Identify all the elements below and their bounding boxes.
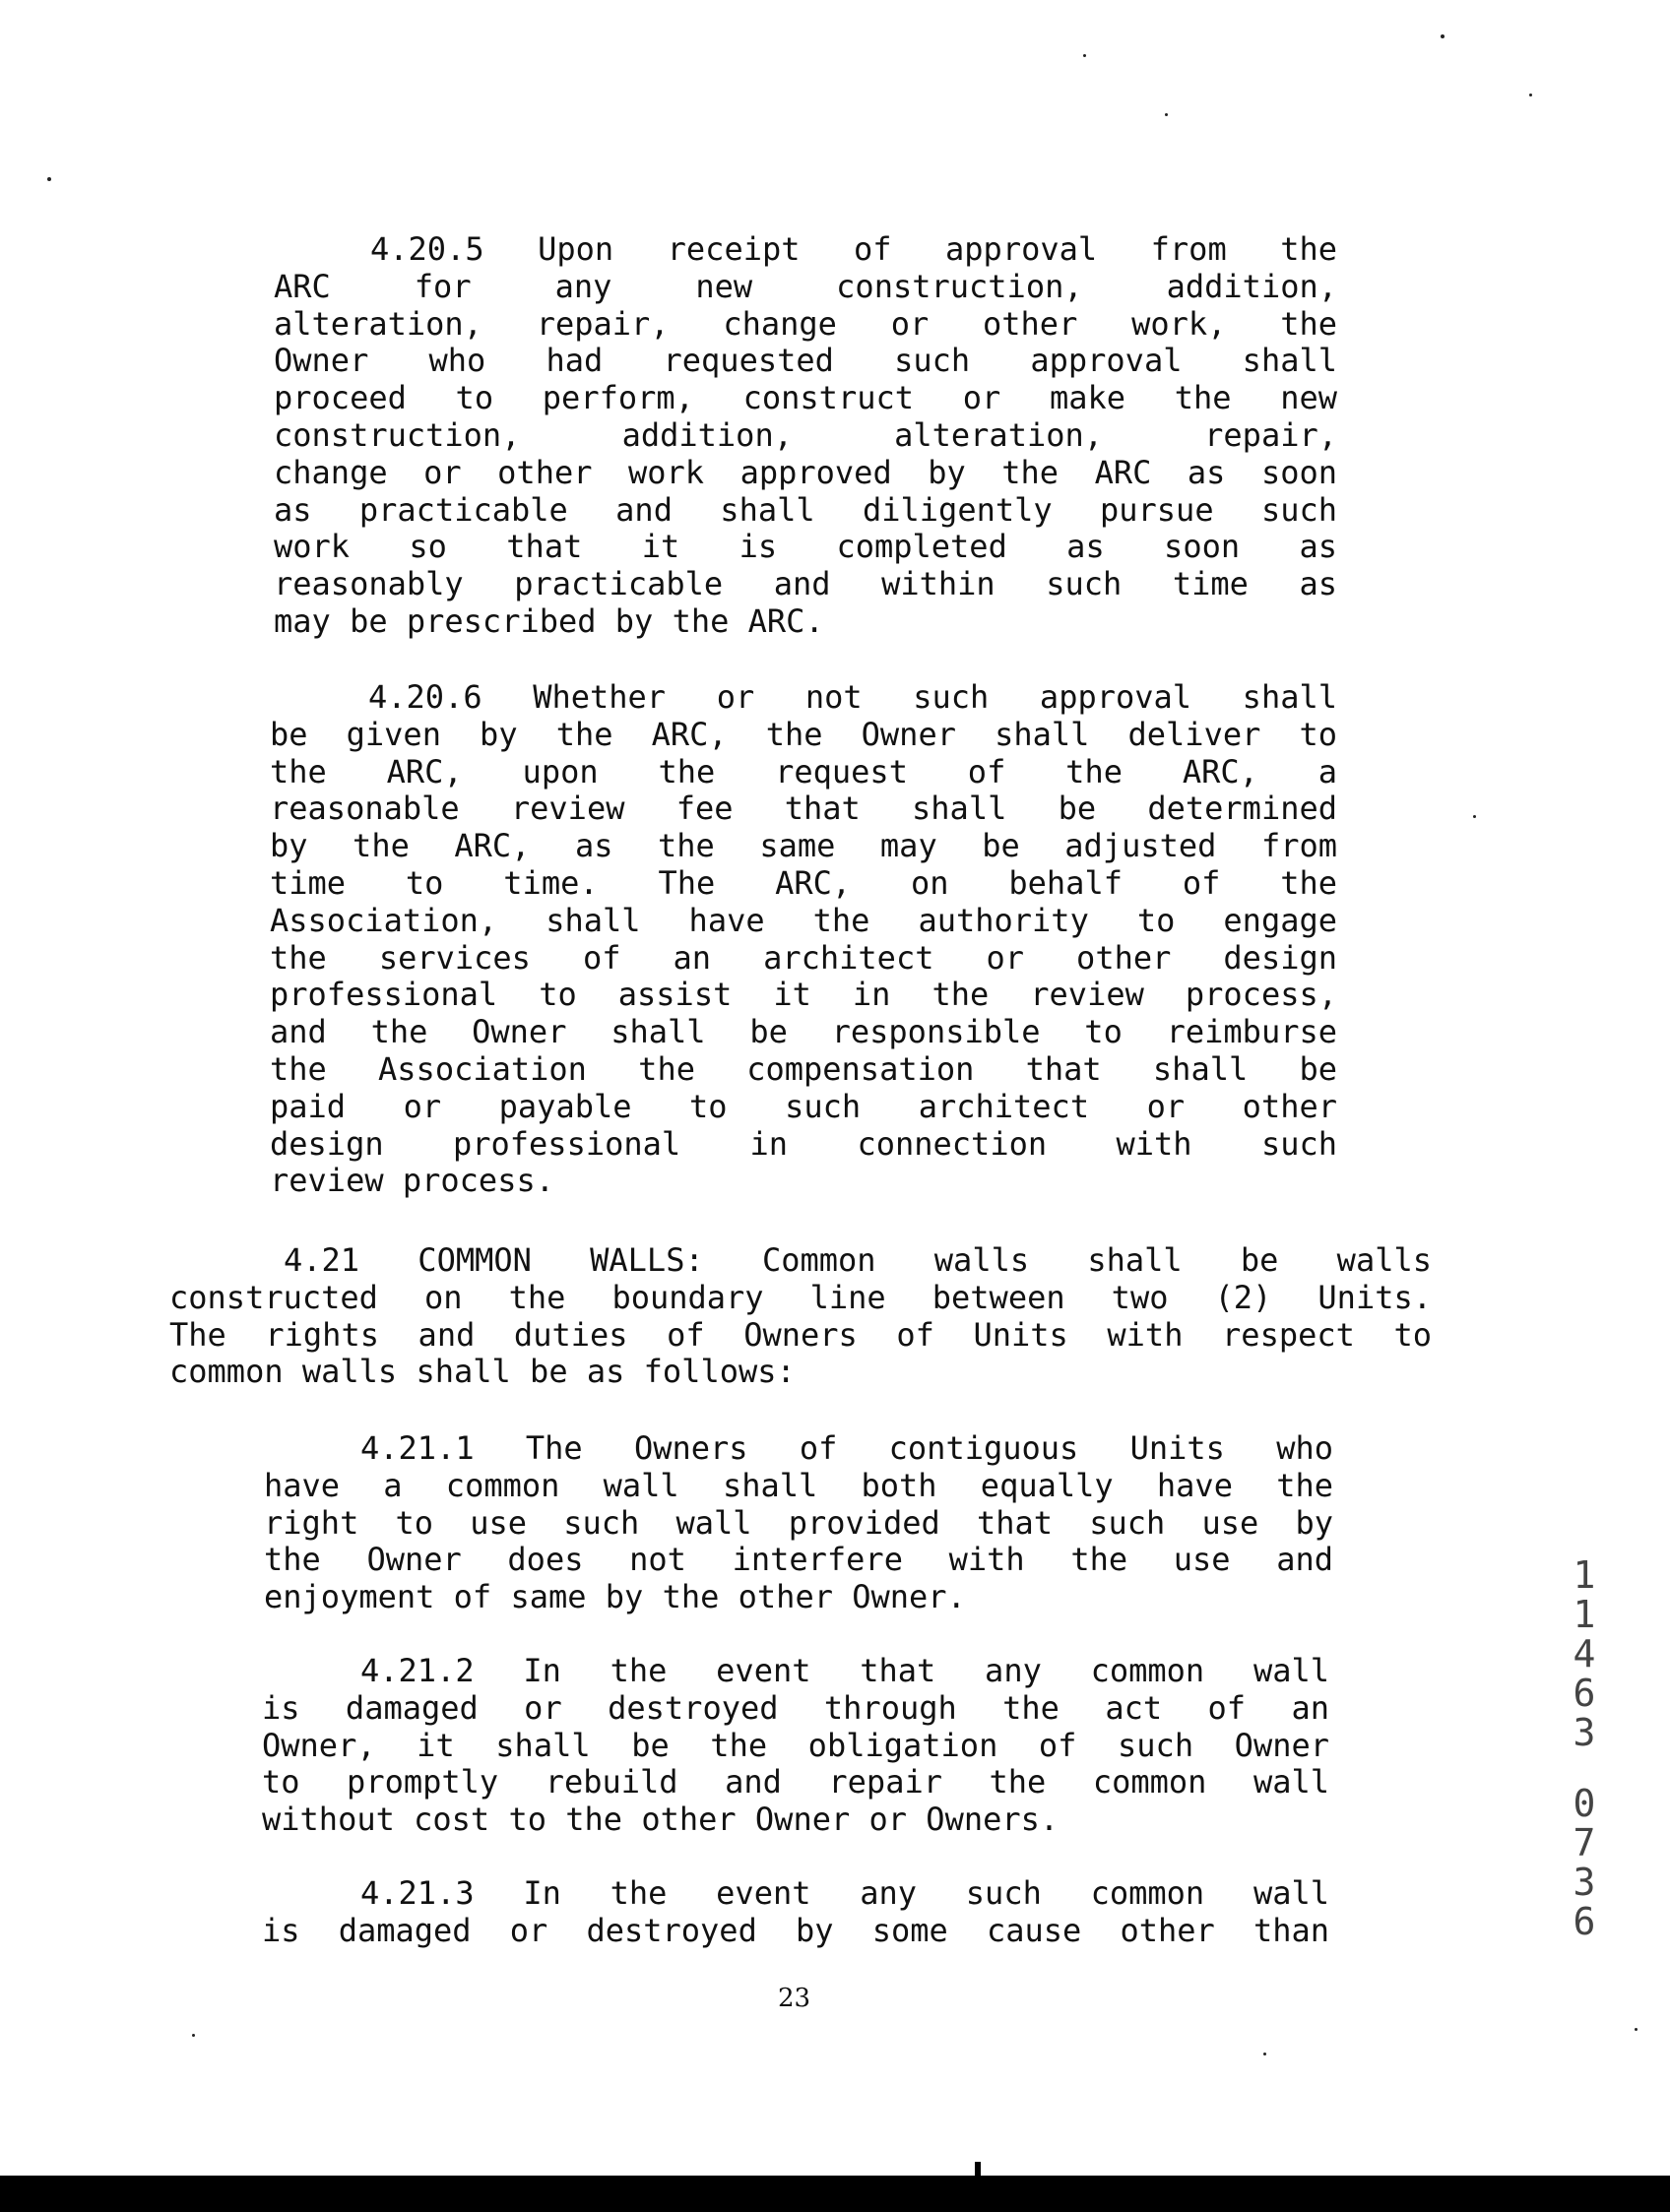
text-line: 4.20.5 Upon receipt of approval from the [370, 230, 1337, 268]
stamp-digit: 4 [1573, 1632, 1596, 1675]
page-number: 23 [778, 1984, 811, 2013]
text-line: have a common wall shall both equally have the [264, 1466, 1333, 1504]
stamp-digit: 3 [1573, 1861, 1596, 1904]
text-line: reasonably practicable and within such time as [274, 565, 1337, 603]
text-line: is damaged or destroyed through the act of an [262, 1688, 1329, 1727]
text-line: by the ARC, as the same may be adjusted from [270, 827, 1337, 865]
text-line: Association, shall have the authority to engage [270, 901, 1337, 939]
text-line: 4.21.3 In the event any such common wall [360, 1874, 1329, 1912]
text-line: paid or payable to such architect or other [270, 1087, 1337, 1125]
text-line: construction, addition, alteration, repair, [274, 415, 1337, 454]
text-line: change or other work approved by the ARC as soon [274, 453, 1337, 491]
text-line: the services of an architect or other design [270, 938, 1337, 977]
text-line: alteration, repair, change or other work, the [274, 304, 1337, 343]
text-line: is damaged or destroyed by some cause other than [262, 1911, 1329, 1949]
scan-speck [1529, 94, 1532, 96]
text-line: 4.21.1 The Owners of contiguous Units who [360, 1429, 1333, 1467]
section-4-20-5 [274, 231, 1337, 641]
scan-speck [1441, 34, 1445, 38]
text-line: professional to assist it in the review process, [270, 976, 1337, 1014]
stamp-digit: 3 [1573, 1711, 1596, 1754]
section-4-21-1 [264, 1430, 1333, 1616]
text-line: The rights and duties of Owners of Units with respect to [169, 1315, 1432, 1354]
text-line: Owner, it shall be the obligation of such Owner [262, 1726, 1329, 1764]
text-line: right to use such wall provided that such use by [264, 1503, 1333, 1542]
text-line: 4.21.2 In the event that any common wall [360, 1652, 1329, 1689]
text-line: the ARC, upon the request of the ARC, a [270, 752, 1337, 790]
text-line: may be prescribed by the ARC. [274, 601, 824, 640]
text-line: 4.20.6 Whether or not such approval shall [368, 678, 1337, 716]
text-line: proceed to perform, construct or make the new [274, 379, 1337, 417]
text-line: without cost to the other Owner or Owners. [262, 1801, 1060, 1839]
stamp-digit: 1 [1573, 1553, 1596, 1597]
section-4-21-3 [262, 1875, 1329, 1950]
stamp-digit: 6 [1573, 1672, 1596, 1715]
document-stamp-number [1564, 1555, 1605, 1941]
section-4-21-2 [262, 1653, 1329, 1839]
scan-speck [192, 2034, 195, 2037]
stamp-digit: 7 [1573, 1821, 1596, 1864]
text-line: the Association the compensation that shall be [270, 1049, 1337, 1088]
text-line: be given by the ARC, the Owner shall deliver to [270, 715, 1337, 753]
text-line: enjoyment of same by the other Owner. [264, 1578, 966, 1616]
stamp-digit: 6 [1573, 1900, 1596, 1943]
text-line: work so that it is completed as soon as [274, 528, 1337, 566]
scan-speck [1635, 2028, 1638, 2031]
scan-speck [1473, 815, 1476, 818]
stamp-digit: 0 [1573, 1782, 1596, 1825]
stamp-digit: 1 [1573, 1593, 1596, 1636]
section-heading: 4.21 COMMON WALLS: Common walls shall be walls [284, 1241, 1432, 1279]
text-line: time to time. The ARC, on behalf of the [270, 863, 1337, 902]
text-line: constructed on the boundary line between two (2) Units. [169, 1278, 1432, 1316]
text-line: review process. [270, 1162, 554, 1200]
scan-speck [1165, 113, 1168, 116]
section-4-20-6 [270, 679, 1337, 1200]
text-line: reasonable review fee that shall be determined [270, 790, 1337, 828]
text-line: as practicable and shall diligently pursue such [274, 490, 1337, 529]
text-line: and the Owner shall be responsible to reimburse [270, 1013, 1337, 1051]
scan-speck [1083, 54, 1086, 57]
text-line: design professional in connection with such [270, 1124, 1337, 1163]
scan-speck [1263, 2053, 1266, 2055]
text-line: Owner who had requested such approval shall [274, 342, 1337, 380]
section-4-21 [169, 1242, 1432, 1391]
text-line: to promptly rebuild and repair the common wall [262, 1763, 1329, 1801]
text-line: ARC for any new construction, addition, [274, 267, 1337, 305]
scan-border-bottom [0, 2176, 1670, 2212]
text-line: common walls shall be as follows: [169, 1353, 796, 1391]
scan-speck [47, 177, 51, 181]
text-line: the Owner does not interfere with the use and [264, 1541, 1333, 1579]
